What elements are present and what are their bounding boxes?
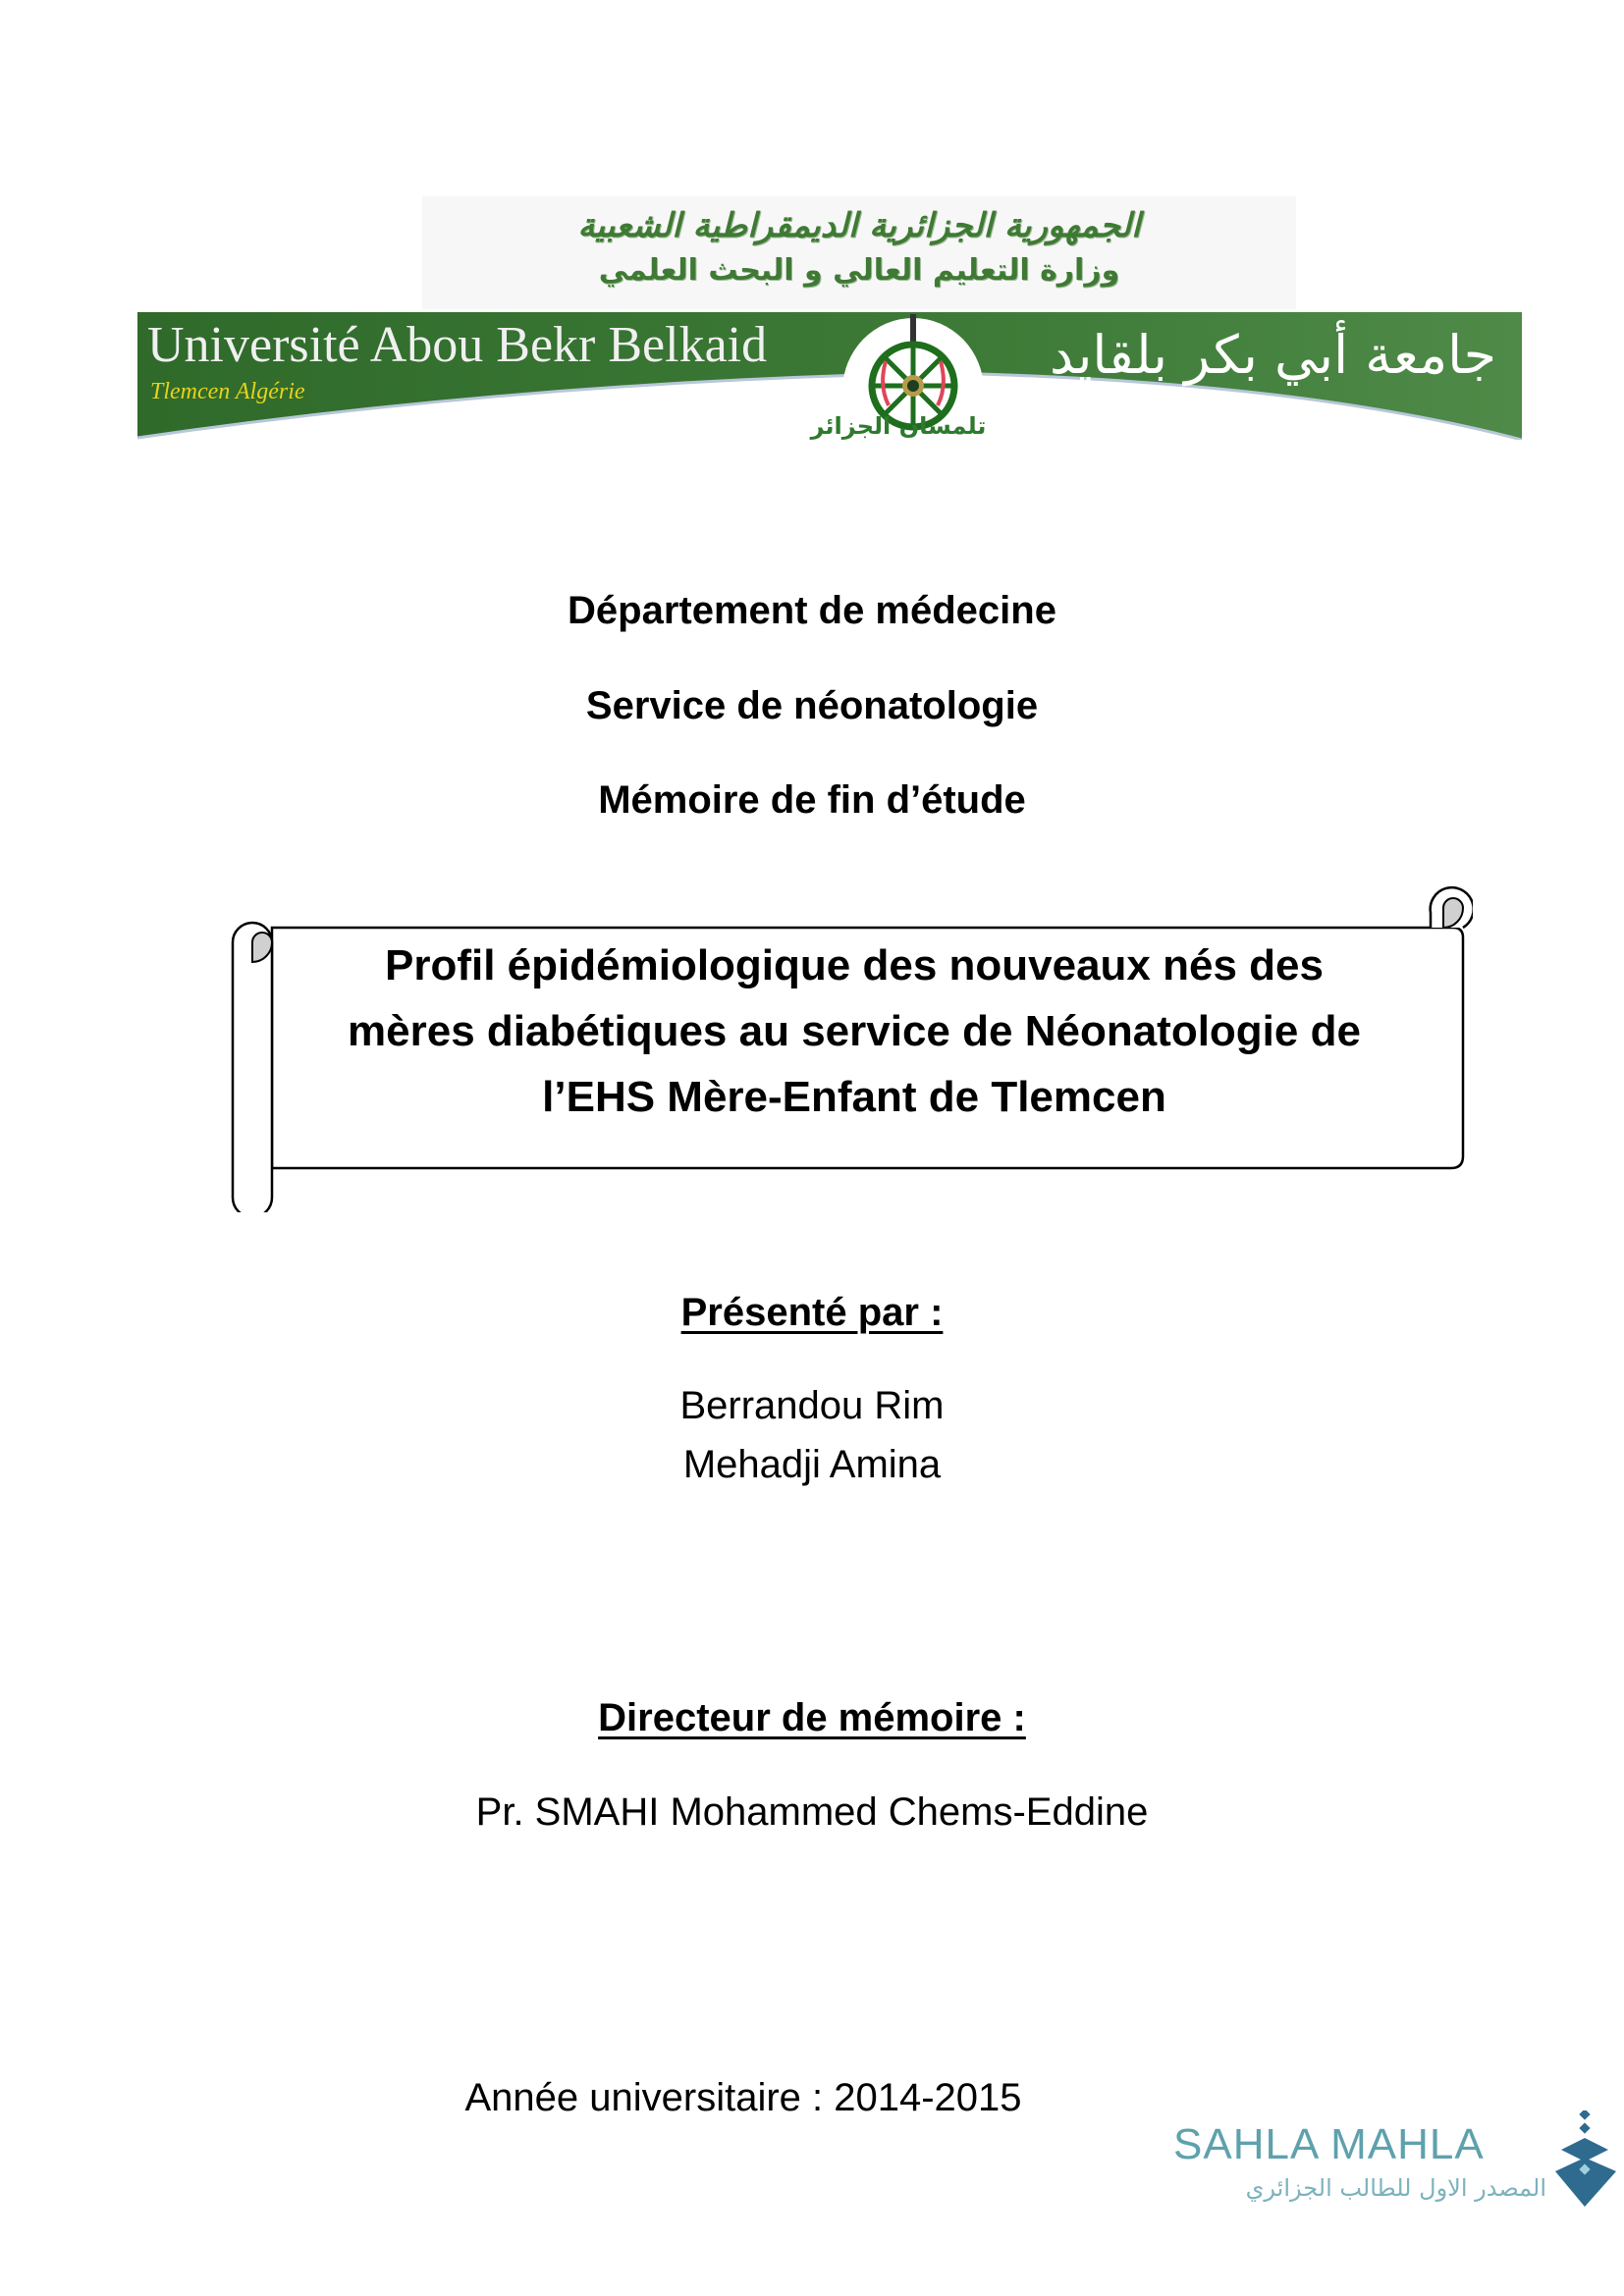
university-location: Tlemcen Algérie — [150, 379, 305, 404]
university-name-fr: Université Abou Bekr Belkaid — [147, 317, 768, 373]
academic-year: Année universitaire : 2014-2015 — [464, 2076, 1022, 2119]
ministry-header — [422, 196, 1296, 309]
author: Berrandou Rim — [679, 1384, 945, 1427]
director-name: Pr. SMAHI Mohammed Chems-Eddine — [475, 1790, 1149, 1834]
service: Service de néonatologie — [585, 684, 1039, 727]
watermark-tagline: المصدر الاول للطالب الجزائري — [1245, 2174, 1546, 2202]
presented-by-text: Présenté par : — [680, 1291, 944, 1334]
sahla-mahla-logo-icon — [1551, 2110, 1620, 2214]
author: Mehadji Amina — [682, 1443, 942, 1486]
emblem-caption: تلمسان الجزائر — [810, 412, 987, 440]
thesis-title — [280, 933, 1429, 1130]
director-label-text: Directeur de mémoire : — [598, 1696, 1026, 1739]
university-name-ar: جامعة أبي بكر بلقايد — [1050, 324, 1496, 386]
presented-by-label — [0, 1291, 1624, 1335]
watermark-brand: SAHLA MAHLA — [1173, 2120, 1485, 2168]
director-label — [0, 1696, 1624, 1740]
department: Département de médecine — [568, 589, 1056, 632]
title-line: mères diabétiques au service de Néonatologie de — [348, 1007, 1361, 1055]
republic-name: الجمهورية الجزائرية الديمقراطية الشعبية — [577, 206, 1141, 245]
title-line: l’EHS Mère-Enfant de Tlemcen — [542, 1073, 1166, 1121]
document-type: Mémoire de fin d’étude — [598, 778, 1026, 822]
ministry-name: وزارة التعليم العالي و البحث العلمي — [598, 253, 1120, 288]
title-line: Profil épidémiologique des nouveaux nés des — [385, 941, 1324, 989]
